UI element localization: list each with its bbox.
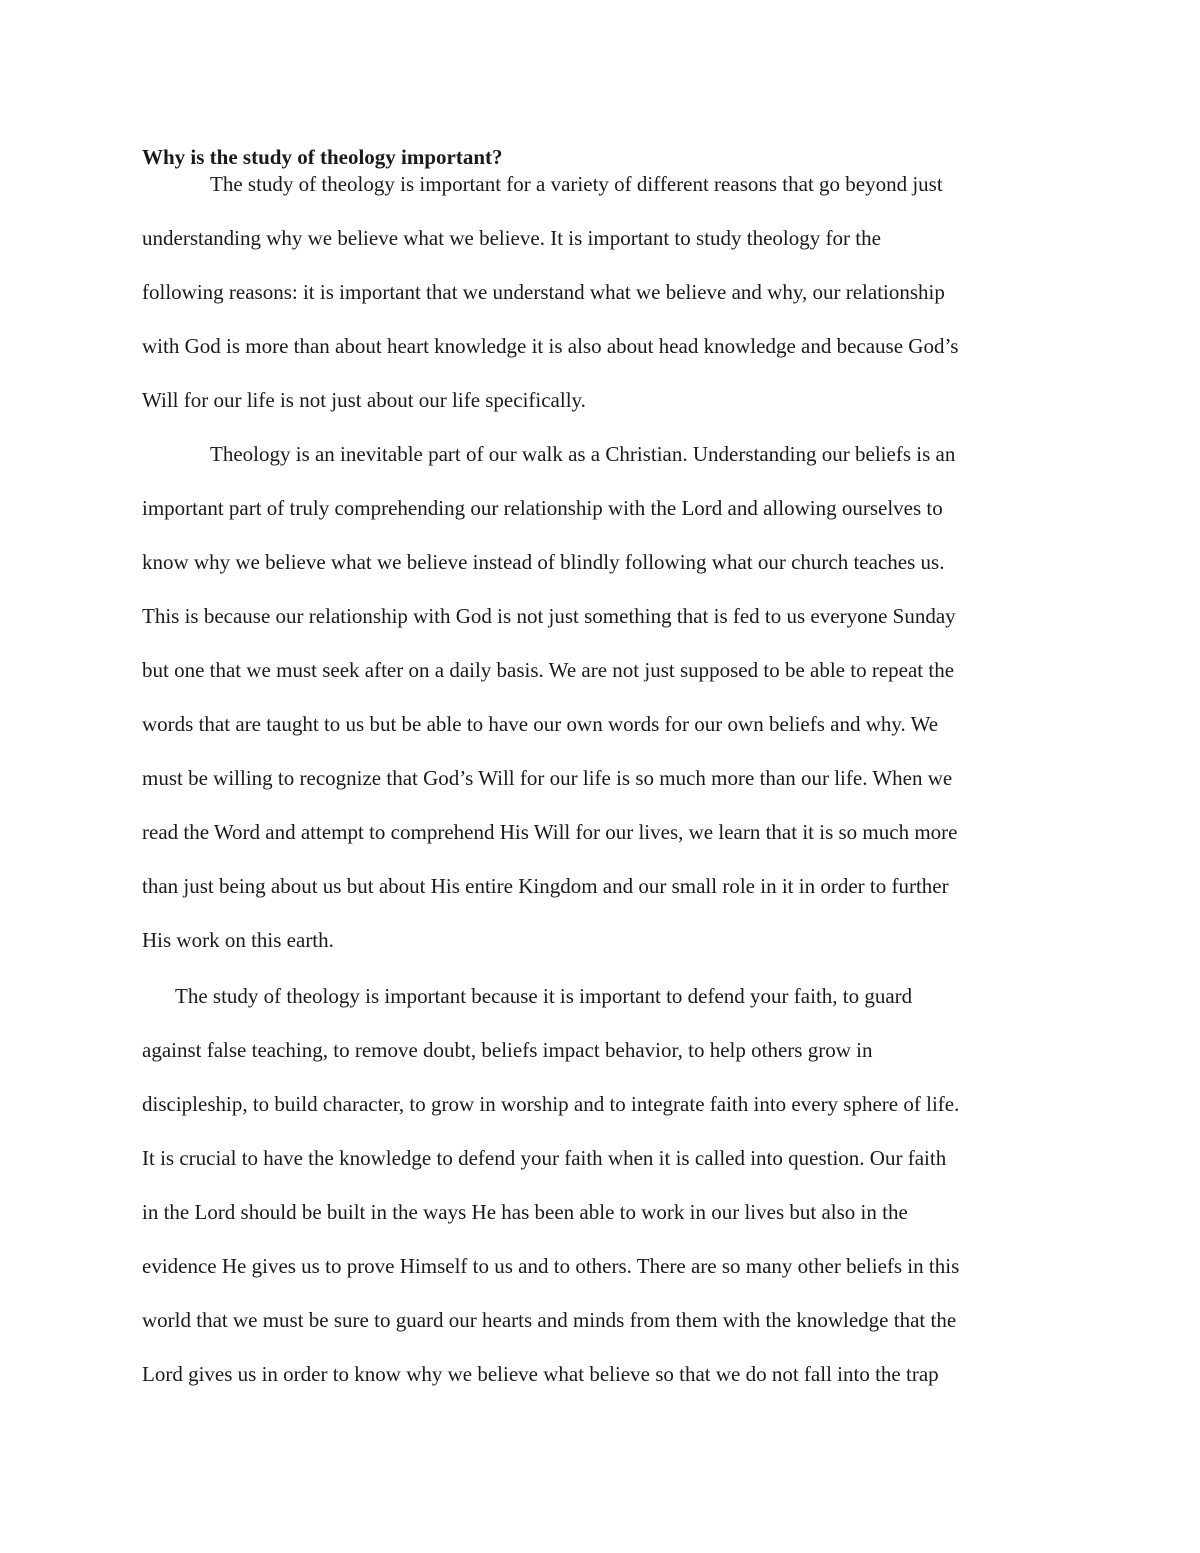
paragraph-line: evidence He gives us to prove Himself to us and to others. There are so many other beliefs in this (142, 1254, 960, 1278)
paragraph-line: This is because our relationship with God is not just something that is fed to us everyone Sunday (142, 604, 956, 628)
paragraph-line: words that are taught to us but be able to have our own words for our own beliefs and why. We (142, 712, 939, 736)
paragraph-line: in the Lord should be built in the ways He has been able to work in our lives but also in the (142, 1200, 908, 1224)
paragraph-line: The study of theology is important for a variety of different reasons that go beyond just (210, 172, 943, 196)
paragraph-line: against false teaching, to remove doubt, beliefs impact behavior, to help others grow in (142, 1038, 873, 1062)
paragraph-line: with God is more than about heart knowledge it is also about head knowledge and because God’s (142, 334, 959, 358)
paragraph-line: His work on this earth. (142, 928, 334, 952)
paragraph-line: important part of truly comprehending our relationship with the Lord and allowing ourselves to (142, 496, 943, 520)
paragraph-line: than just being about us but about His entire Kingdom and our small role in it in order to further (142, 874, 949, 898)
paragraph-line: Will for our life is not just about our life specifically. (142, 388, 586, 412)
paragraph-line: Lord gives us in order to know why we believe what believe so that we do not fall into the trap (142, 1362, 939, 1386)
paragraph-line: The study of theology is important because it is important to defend your faith, to guard (175, 984, 913, 1008)
document-title: Why is the study of theology important? (142, 145, 503, 169)
paragraph-line: read the Word and attempt to comprehend His Will for our lives, we learn that it is so much more (142, 820, 958, 844)
paragraph-line: but one that we must seek after on a daily basis. We are not just supposed to be able to repeat the (142, 658, 955, 682)
paragraph-line: Theology is an inevitable part of our walk as a Christian. Understanding our beliefs is an (210, 442, 956, 466)
paragraph-line: understanding why we believe what we believe. It is important to study theology for the (142, 226, 881, 250)
paragraph-line: know why we believe what we believe instead of blindly following what our church teaches us. (142, 550, 945, 574)
paragraph-line: It is crucial to have the knowledge to defend your faith when it is called into question. Our faith (142, 1146, 947, 1170)
paragraph-line: discipleship, to build character, to grow in worship and to integrate faith into every sphere of life. (142, 1092, 960, 1116)
paragraph-line: following reasons: it is important that we understand what we believe and why, our relationship (142, 280, 945, 304)
paragraph-line: must be willing to recognize that God’s Will for our life is so much more than our life. When we (142, 766, 953, 790)
paragraph-line: world that we must be sure to guard our hearts and minds from them with the knowledge that the (142, 1308, 957, 1332)
